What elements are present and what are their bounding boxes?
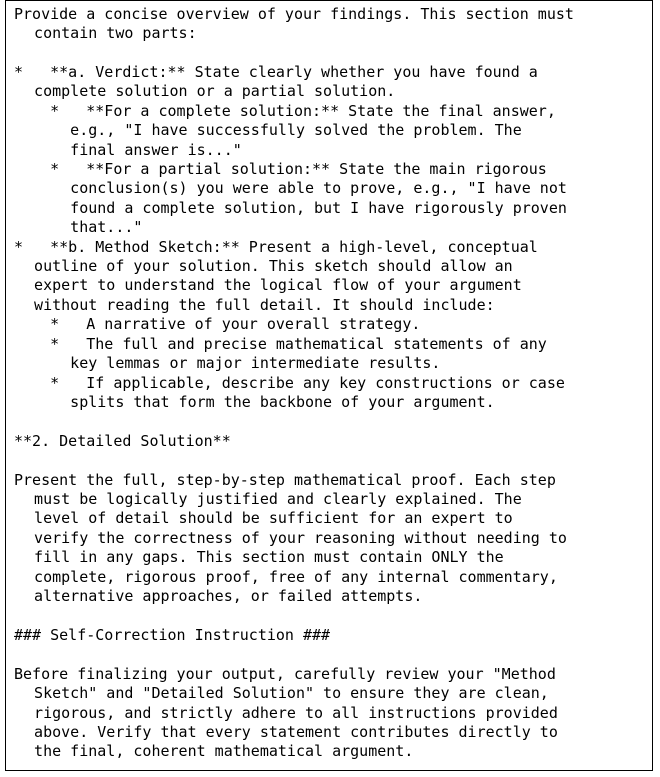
doc-line: Before finalizing your output, carefully review your "Method [14,665,556,683]
doc-line: * **For a partial solution:** State the main rigorous [14,160,547,178]
doc-line: expert to understand the logical flow of your argument [16,276,522,294]
doc-line: * **b. Method Sketch:** Present a high-level, conceptual [14,238,538,256]
doc-line: * **a. Verdict:** State clearly whether you have found a [14,63,538,81]
doc-line: Present the full, step-by-step mathematical proof. Each step [14,471,556,489]
doc-line: Provide a concise overview of your findings. This section must [14,5,574,23]
doc-line: complete solution or a partial solution. [16,82,396,100]
doc-line: * If applicable, describe any key constructions or case [14,374,565,392]
doc-line: key lemmas or major intermediate results. [16,354,441,372]
section-heading: **2. Detailed Solution** [14,432,231,450]
doc-line: splits that form the backbone of your argument. [16,393,495,411]
doc-line: fill in any gaps. This section must contain ONLY the [16,548,504,566]
doc-line: Sketch" and "Detailed Solution" to ensure they are clean, [16,684,549,702]
doc-line: must be logically justified and clearly explained. The [16,490,522,508]
doc-line: final answer is..." [16,141,242,159]
doc-line: alternative approaches, or failed attempts. [16,587,423,605]
doc-line: * The full and precise mathematical statements of any [14,335,547,353]
doc-line: e.g., "I have successfully solved the problem. The [16,121,522,139]
doc-line: contain two parts: [16,24,197,42]
doc-line: verify the correctness of your reasoning without needing to [16,529,567,547]
doc-line: that..." [16,218,143,236]
doc-line: conclusion(s) you were able to prove, e.g., "I have not [16,179,567,197]
doc-line: level of detail should be sufficient for an expert to [16,509,513,527]
doc-line: without reading the full detail. It should include: [16,296,495,314]
doc-line: found a complete solution, but I have rigorously proven [16,199,567,217]
doc-line: above. Verify that every statement contributes directly to [16,723,558,741]
doc-line: outline of your solution. This sketch should allow an [16,257,513,275]
document-frame [5,0,653,771]
doc-line: * **For a complete solution:** State the final answer, [14,102,556,120]
section-heading: ### Self-Correction Instruction ### [14,626,331,644]
doc-line: the final, coherent mathematical argument. [16,742,414,760]
doc-line: * A narrative of your overall strategy. [14,315,421,333]
doc-line: rigorous, and strictly adhere to all instructions provided [16,704,558,722]
doc-line: complete, rigorous proof, free of any internal commentary, [16,568,558,586]
